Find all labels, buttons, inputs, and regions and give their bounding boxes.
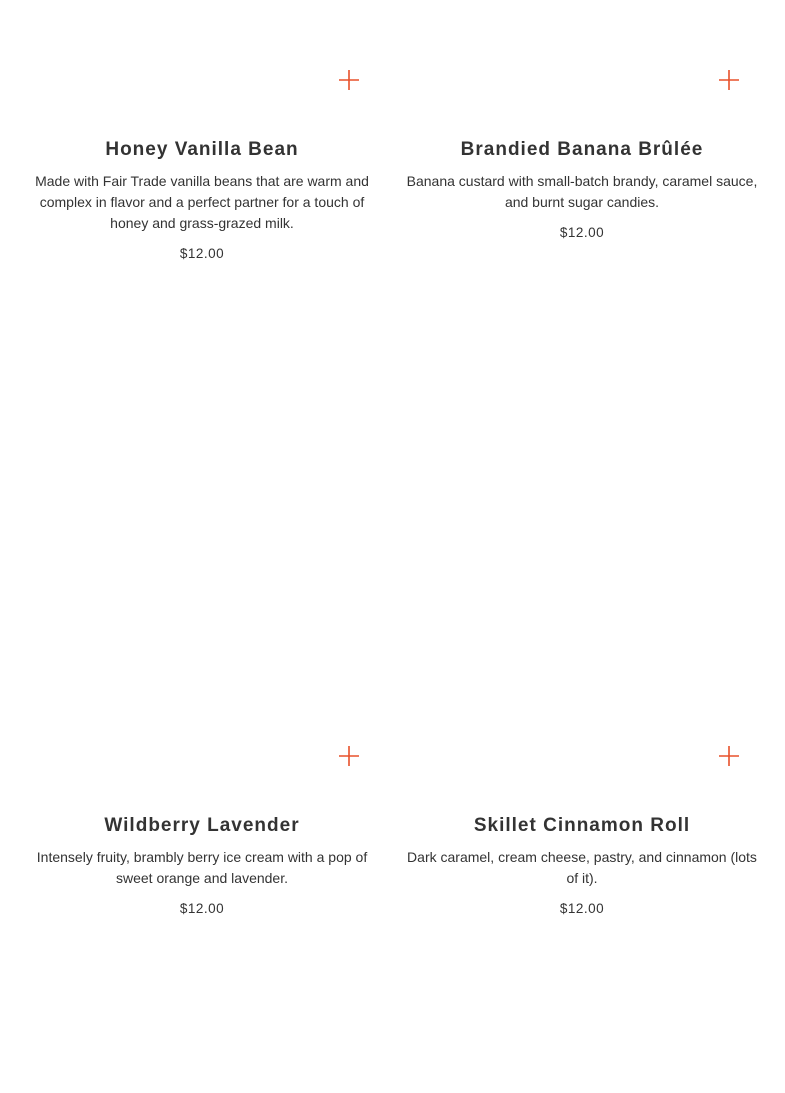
product-price: $12.00 [559,901,605,916]
product-price: $12.00 [559,225,605,240]
add-to-cart-button[interactable] [337,68,361,92]
product-name[interactable]: Skillet Cinnamon Roll [473,815,691,836]
add-to-cart-button[interactable] [717,744,741,768]
product-name[interactable]: Brandied Banana Brûlée [460,139,704,160]
plus-icon [717,744,741,768]
product-price: $12.00 [179,246,225,261]
add-to-cart-button[interactable] [717,68,741,92]
add-to-cart-button[interactable] [337,744,361,768]
plus-icon [337,68,361,92]
product-description: Dark caramel, cream cheese, pastry, and cinnamon (lots of it). [407,849,757,886]
product-price: $12.00 [179,901,225,916]
product-description: Banana custard with small-batch brandy, caramel sauce, and burnt sugar candies. [406,173,758,210]
product-description: Made with Fair Trade vanilla beans that are warm and complex in flavor and a perfect partner for a touch of honey and grass-grazed milk. [35,173,369,231]
product-description: Intensely fruity, brambly berry ice cream with a pop of sweet orange and lavender. [36,849,368,886]
plus-icon [717,68,741,92]
product-name[interactable]: Honey Vanilla Bean [105,139,299,160]
product-name[interactable]: Wildberry Lavender [104,815,300,836]
plus-icon [337,744,361,768]
